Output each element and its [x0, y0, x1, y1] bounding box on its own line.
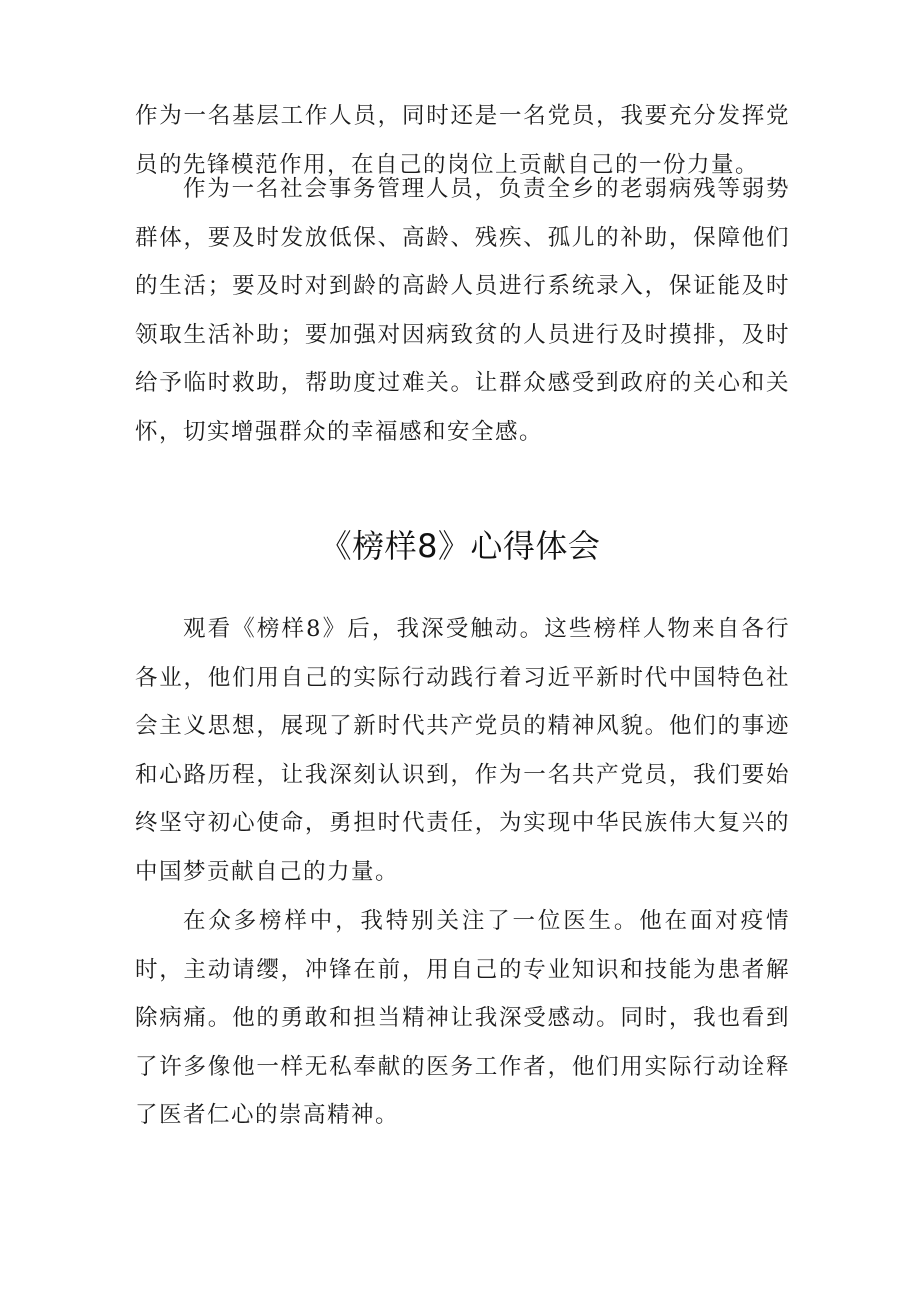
paragraph-continued: 作为一名基层工作人员，同时还是一名党员，我要充分发挥党员的先锋模范作用，在自己的岗位上贡献自己的一份力量。: [135, 103, 790, 178]
paragraph-doctor-example: 在众多榜样中，我特别关注了一位医生。他在面对疫情时，主动请缨，冲锋在前，用自己的专业知识和技能为患者解除病痛。他的勇敢和担当精神让我深受感动。同时，我也看到了许多像他一样无私奉献的医务工作者，他们用实际行动诠释了医者仁心的崇高精神。: [135, 908, 790, 1128]
document-title: 《榜样8》心得体会: [319, 527, 601, 565]
paragraph-social-affairs: 作为一名社会事务管理人员，负责全乡的老弱病残等弱势群体，要及时发放低保、高龄、残疾、孤儿的补助，保障他们的生活；要及时对到龄的高龄人员进行系统录入，保证能及时领取生活补助；要加强对因病致贫的人员进行及时摸排，及时给予临时救助，帮助度过难关。让群众感受到政府的关心和关怀，切实增强群众的幸福感和安全感。: [135, 176, 790, 445]
paragraph-after-watching: 观看《榜样8》后，我深受触动。这些榜样人物来自各行各业，他们用自己的实际行动践行着习近平新时代中国特色社会主义思想，展现了新时代共产党员的精神风貌。他们的事迹和心路历程，让我深刻认识到，作为一名共产党员，我们要始终坚守初心使命，勇担时代责任，为实现中华民族伟大复兴的中国梦贡献自己的力量。: [135, 616, 790, 885]
